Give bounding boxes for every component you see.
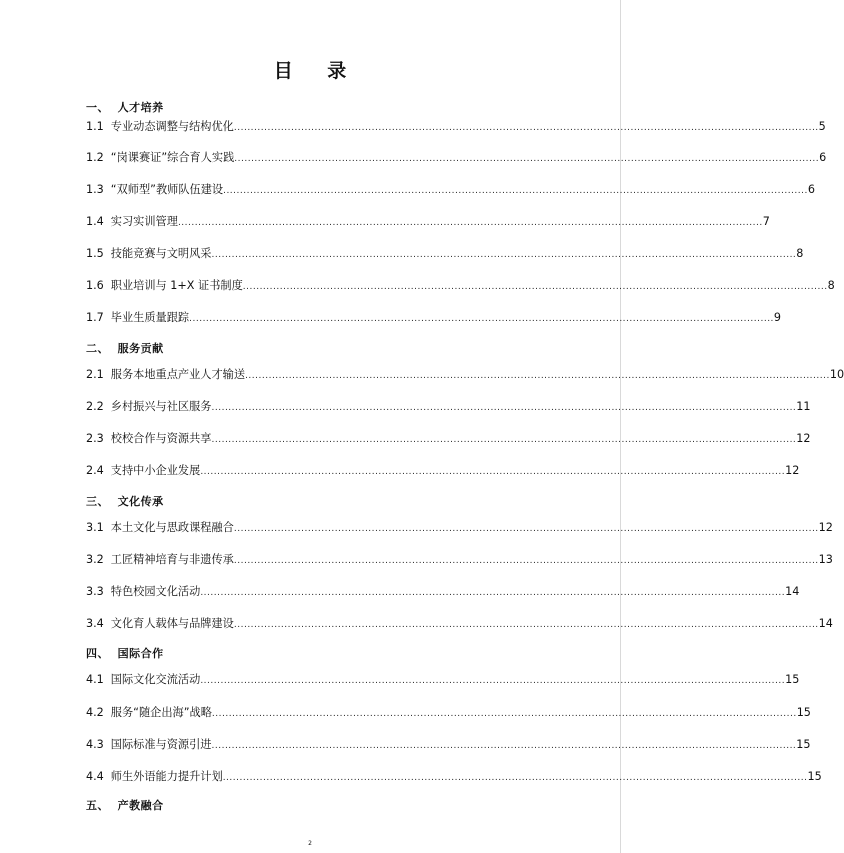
entry-number: 2.1: [86, 368, 104, 381]
entry-page-number: 13: [818, 553, 833, 566]
entry-number: 4.4: [86, 770, 104, 783]
toc-entry[interactable]: [86, 309, 782, 325]
entry-page-number: 6: [819, 151, 827, 164]
entry-title: 校校合作与资源共享: [110, 432, 212, 445]
dot-leader: ..............................................................................................................................................................................: [189, 314, 774, 324]
entry-number: 1.6: [86, 279, 104, 292]
entry-title: 国际文化交流活动: [110, 673, 201, 686]
entry-title: 服务“随企出海”战略: [110, 706, 212, 719]
toc-entry[interactable]: [86, 181, 815, 197]
dot-leader: ..............................................................................................................................................................................: [211, 403, 797, 413]
entry-number: 4.1: [86, 673, 104, 686]
toc-entry[interactable]: [86, 462, 800, 478]
entry-title: 实习实训管理: [110, 215, 178, 228]
section-heading-3: 三、 文化传承: [86, 495, 164, 508]
toc-entry[interactable]: [86, 704, 811, 720]
entry-page-number: 8: [827, 279, 835, 292]
toc-entry[interactable]: [86, 519, 833, 535]
toc-title: 目 录: [273, 60, 361, 82]
section-heading-4: 四、 国际合作: [86, 647, 164, 660]
dot-leader: ..............................................................................................................................................................................: [233, 620, 819, 630]
dot-leader: ..............................................................................................................................................................................: [223, 186, 808, 196]
entry-title: 专业动态调整与结构优化: [110, 120, 234, 133]
entry-title: “双师型”教师队伍建设: [110, 183, 224, 196]
dot-leader: ..............................................................................................................................................................................: [245, 371, 830, 381]
entry-page-number: 14: [785, 585, 800, 598]
entry-number: 1.3: [86, 183, 104, 196]
toc-entry[interactable]: [86, 615, 833, 631]
entry-title: 乡村振兴与社区服务: [110, 400, 212, 413]
entry-page-number: 9: [773, 311, 782, 324]
toc-entry[interactable]: [86, 245, 804, 261]
entry-page-number: 5: [818, 120, 826, 133]
dot-leader: ..............................................................................................................................................................................: [211, 709, 797, 719]
entry-title: 服务本地重点产业人才输送: [110, 368, 246, 381]
entry-number: 4.3: [86, 738, 104, 751]
entry-page-number: 7: [762, 215, 770, 228]
entry-title: 工匠精神培育与非遗传承: [110, 553, 234, 566]
toc-entry[interactable]: [86, 277, 835, 293]
entry-title: 特色校园文化活动: [110, 585, 201, 598]
toc-entry[interactable]: [86, 671, 800, 687]
entry-page-number: 12: [796, 432, 811, 445]
page-footer-number: 2: [308, 840, 312, 847]
entry-title: 支持中小企业发展: [110, 464, 201, 477]
entry-title: 本土文化与思政课程融合: [110, 521, 234, 534]
entry-number: 3.2: [86, 553, 104, 566]
entry-number: 3.1: [86, 521, 104, 534]
dot-leader: ..............................................................................................................................................................................: [200, 467, 786, 477]
entry-title: 国际标准与资源引进: [110, 738, 212, 751]
dot-leader: ..............................................................................................................................................................................: [211, 435, 797, 445]
entry-title: 毕业生质量跟踪: [110, 311, 190, 324]
section-heading-5: 五、 产教融合: [86, 799, 164, 812]
dot-leader: ..............................................................................................................................................................................: [234, 154, 820, 164]
entry-page-number: 15: [785, 673, 800, 686]
entry-page-number: 11: [796, 400, 811, 413]
dot-leader: ..............................................................................................................................................................................: [211, 250, 797, 260]
entry-number: 1.5: [86, 247, 104, 260]
toc-entry[interactable]: [86, 213, 770, 229]
dot-leader: ..............................................................................................................................................................................: [233, 524, 819, 534]
entry-title: 职业培训与 1+X 证书制度: [110, 279, 243, 292]
toc-entry[interactable]: [86, 118, 826, 134]
toc-entry[interactable]: [86, 736, 811, 752]
entry-page-number: 10: [829, 368, 844, 381]
dot-leader: ..............................................................................................................................................................................: [177, 218, 763, 228]
dot-leader: ..............................................................................................................................................................................: [200, 676, 786, 686]
dot-leader: ..............................................................................................................................................................................: [222, 773, 808, 783]
entry-number: 1.7: [86, 311, 104, 324]
dot-leader: ..............................................................................................................................................................................: [233, 556, 819, 566]
entry-title: 师生外语能力提升计划: [110, 770, 223, 783]
entry-page-number: 14: [818, 617, 833, 630]
entry-title: 文化育人载体与品牌建设: [110, 617, 234, 630]
entry-number: 1.4: [86, 215, 104, 228]
entry-page-number: 8: [796, 247, 804, 260]
entry-page-number: 6: [807, 183, 815, 196]
section-heading-1: 一、 人才培养: [86, 101, 164, 114]
entry-number: 2.2: [86, 400, 104, 413]
entry-page-number: 12: [818, 521, 833, 534]
entry-page-number: 15: [796, 738, 811, 751]
entry-number: 3.3: [86, 585, 104, 598]
entry-page-number: 12: [785, 464, 800, 477]
toc-entry[interactable]: [86, 149, 827, 165]
section-heading-2: 二、 服务贡献: [86, 342, 164, 355]
toc-entry[interactable]: [86, 366, 844, 382]
entry-title: “岗课赛证”综合育人实践: [110, 151, 235, 164]
entry-number: 3.4: [86, 617, 104, 630]
entry-number: 2.4: [86, 464, 104, 477]
entry-number: 2.3: [86, 432, 104, 445]
entry-page-number: 15: [807, 770, 822, 783]
toc-entry[interactable]: [86, 398, 811, 414]
toc-entry[interactable]: [86, 551, 833, 567]
dot-leader: ..............................................................................................................................................................................: [200, 588, 786, 598]
dot-leader: ..............................................................................................................................................................................: [211, 741, 797, 751]
toc-entry[interactable]: [86, 768, 822, 784]
toc-entry[interactable]: [86, 583, 800, 599]
entry-number: 1.2: [86, 151, 104, 164]
entry-title: 技能竞赛与文明风采: [110, 247, 212, 260]
entry-number: 4.2: [86, 706, 104, 719]
dot-leader: ..............................................................................................................................................................................: [242, 282, 828, 292]
dot-leader: ..............................................................................................................................................................................: [233, 123, 819, 133]
entry-number: 1.1: [86, 120, 104, 133]
entry-page-number: 15: [796, 706, 811, 719]
toc-entry[interactable]: [86, 430, 811, 446]
